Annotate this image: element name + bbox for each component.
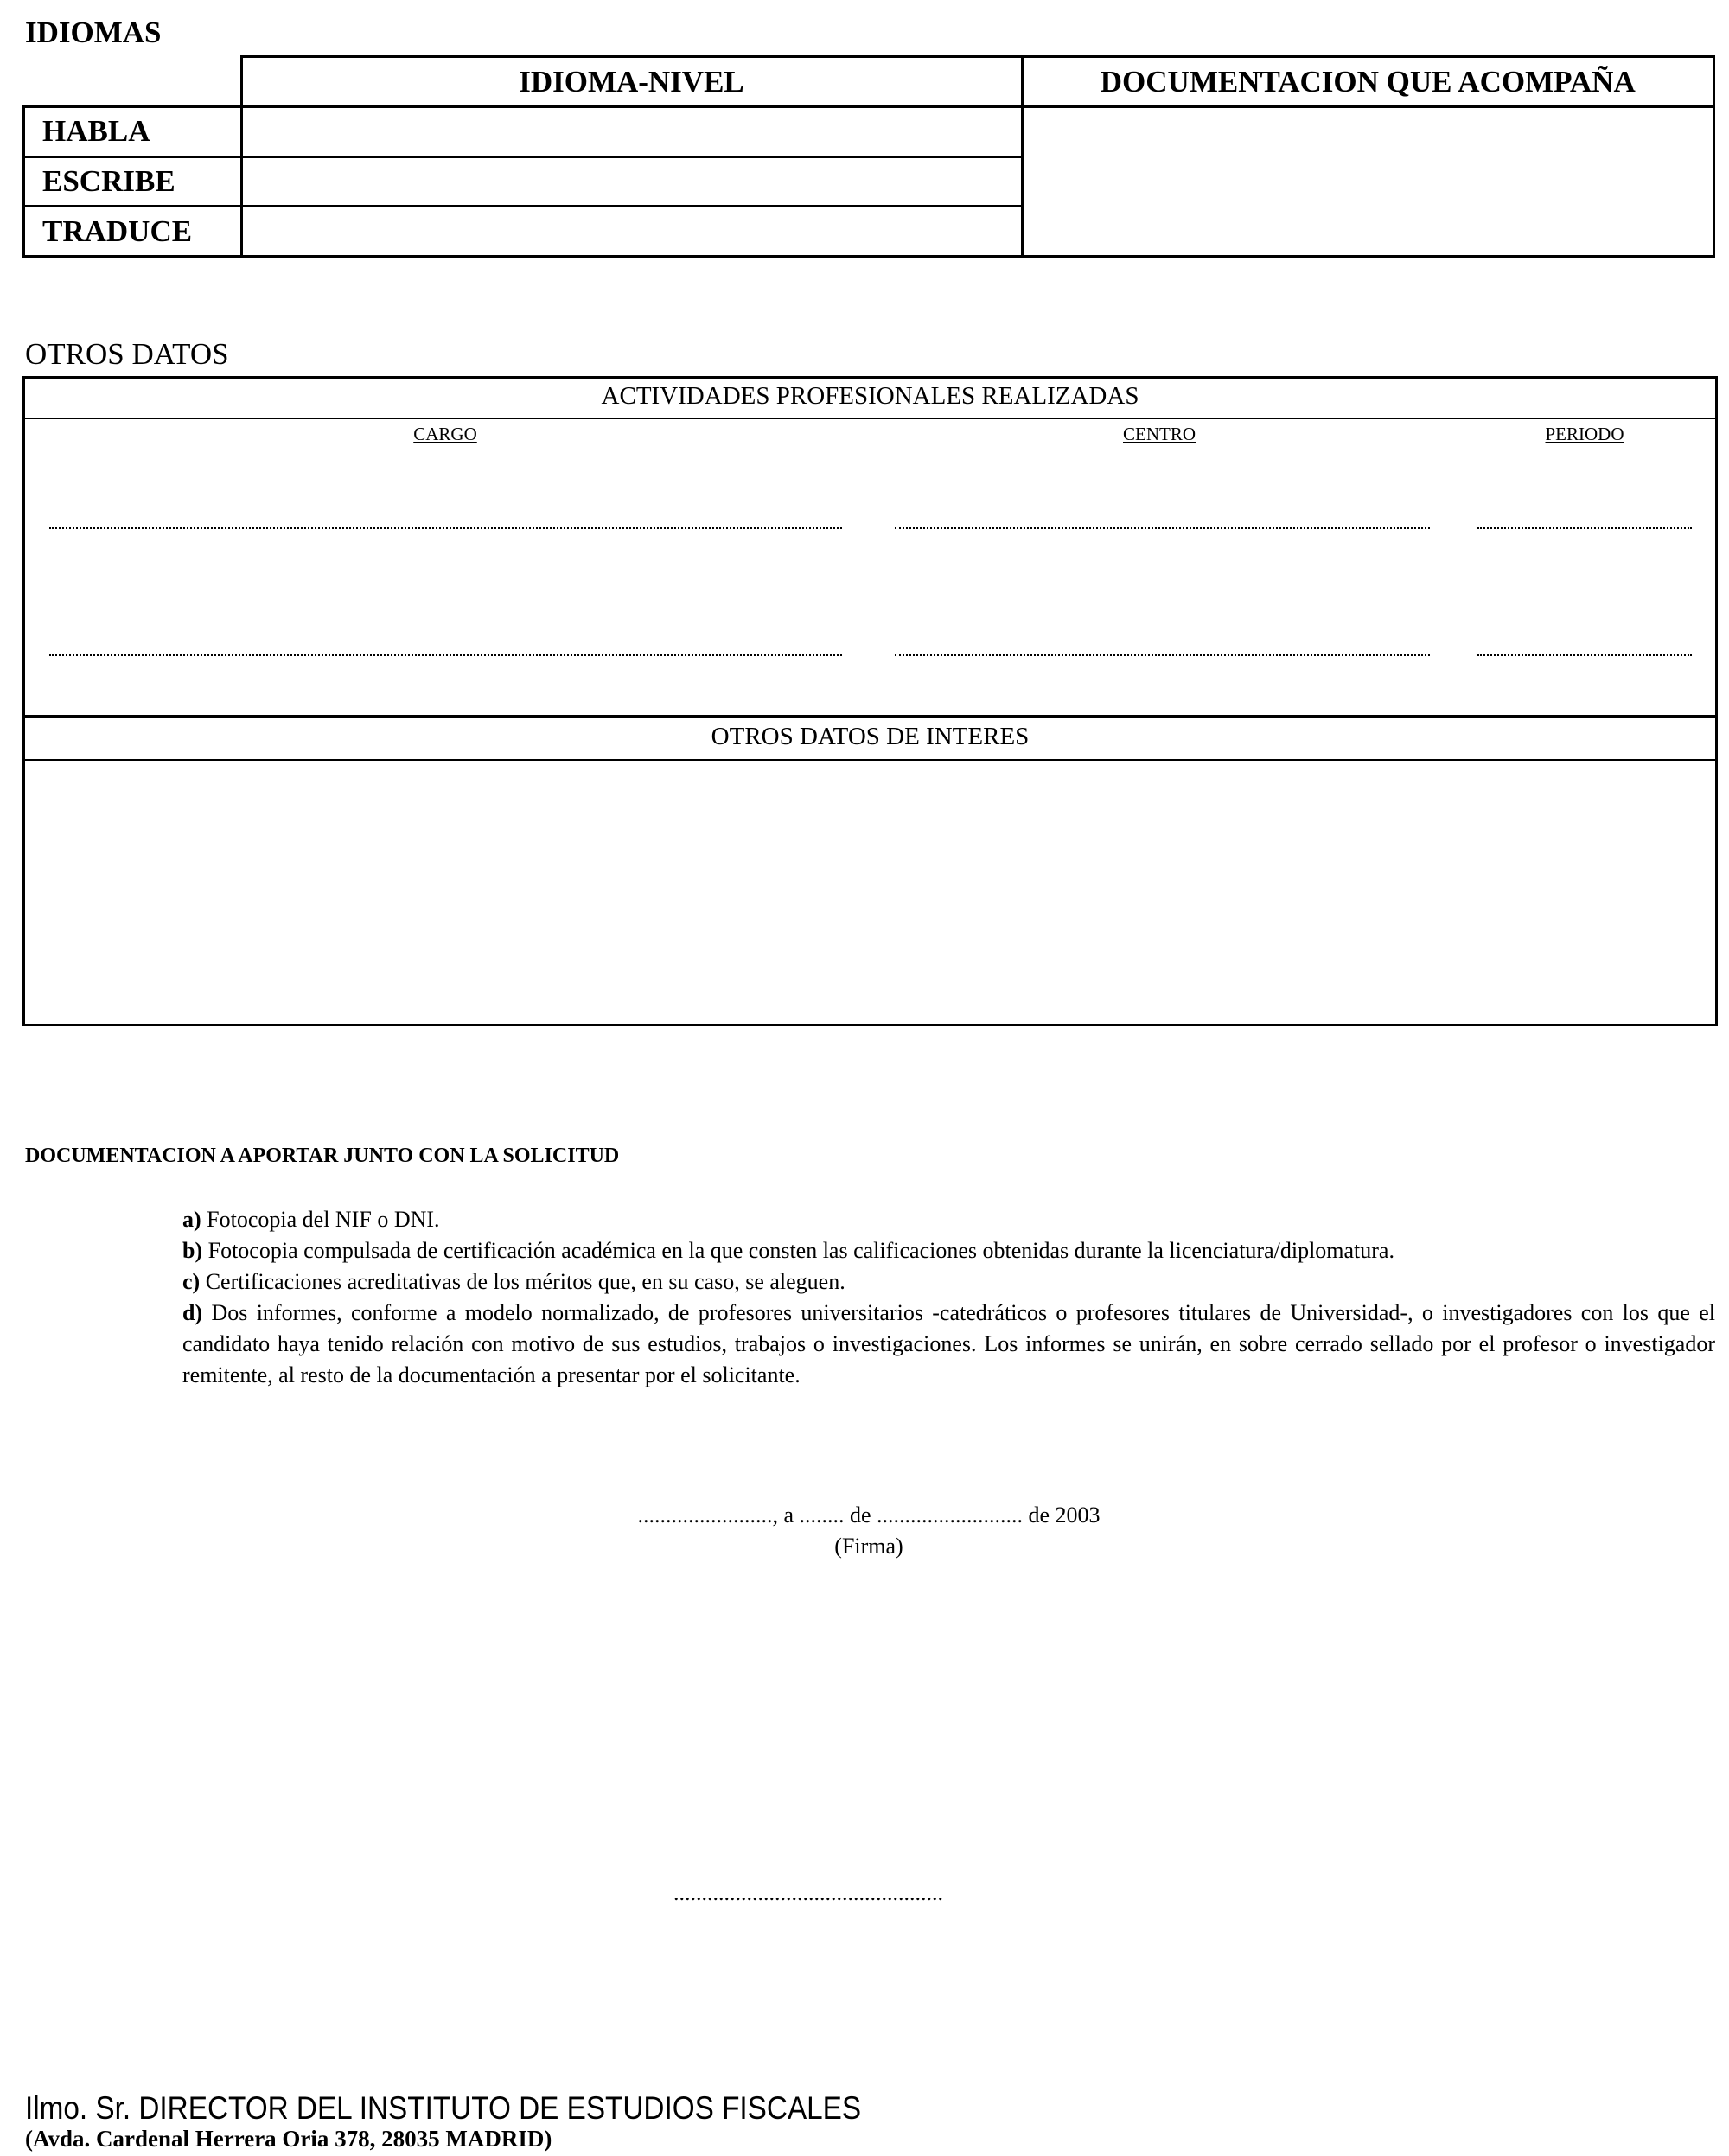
cargo-header: CARGO (413, 424, 477, 444)
col-documentacion: DOCUMENTACION QUE ACOMPAÑA (1022, 57, 1714, 107)
periodo-line-2[interactable] (1477, 654, 1692, 656)
idiomas-table (22, 55, 1715, 258)
addressee: Ilmo. Sr. DIRECTOR DEL INSTITUTO DE ESTUDIOS FISCALES (25, 2090, 862, 2126)
otros-datos-interes-field[interactable] (25, 761, 1715, 1024)
cargo-line-2[interactable] (49, 654, 842, 656)
cargo-line-1[interactable] (49, 527, 842, 529)
otros-datos-box (22, 376, 1718, 1026)
periodo-header: PERIODO (1545, 424, 1624, 444)
escribe-field[interactable] (241, 156, 1022, 207)
list-item: a) Fotocopia del NIF o DNI. (182, 1207, 440, 1232)
divider (25, 715, 1715, 718)
periodo-line-1[interactable] (1477, 527, 1692, 529)
address: (Avda. Cardenal Herrera Oria 378, 28035 MADRID) (25, 2126, 552, 2152)
otros-datos-interes-header: OTROS DATOS DE INTERES (711, 723, 1030, 750)
centro-line-2[interactable] (895, 654, 1430, 656)
divider (25, 418, 1715, 419)
list-item: d) Dos informes, conforme a modelo normalizado, de profesores universitarios -catedráticos o profesores titulares de Universidad-, o investigadores con los que el candidato haya tenido relación con motivo de sus estudios, trabajos o investigaciones. Los informes se unirán, en sobre cerrado sellado por el profesor o investigador remitente, al resto de la documentación a presentar por el solicitante. (182, 1300, 1715, 1387)
row-label-traduce: TRADUCE (24, 207, 242, 257)
list-item: c) Certificaciones acreditativas de los méritos que, en su caso, se aleguen. (182, 1269, 845, 1294)
idiomas-title: IDIOMAS (25, 16, 162, 49)
row-label-escribe: ESCRIBE (24, 156, 242, 207)
centro-header: CENTRO (1123, 424, 1196, 444)
col-idioma-nivel: IDIOMA-NIVEL (241, 57, 1022, 107)
signature-line[interactable]: ................................................ (673, 1880, 943, 1905)
firma-label: (Firma) (834, 1534, 903, 1559)
habla-field[interactable] (241, 107, 1022, 157)
documentacion-field[interactable] (1022, 107, 1714, 257)
documentacion-title: DOCUMENTACION A APORTAR JUNTO CON LA SOLICITUD (25, 1145, 620, 1167)
otros-datos-title: OTROS DATOS (25, 337, 229, 371)
centro-line-1[interactable] (895, 527, 1430, 529)
row-label-habla: HABLA (24, 107, 242, 157)
actividades-header: ACTIVIDADES PROFESIONALES REALIZADAS (601, 382, 1139, 410)
traduce-field[interactable] (241, 207, 1022, 257)
list-item: b) Fotocopia compulsada de certificación académica en la que consten las calificaciones obtenidas durante la licenciatura/diplomatura. (182, 1238, 1394, 1263)
documentacion-list (182, 1204, 1715, 1391)
date-line[interactable]: ........................, a ........ de .......................... de 2003 (637, 1502, 1101, 1528)
